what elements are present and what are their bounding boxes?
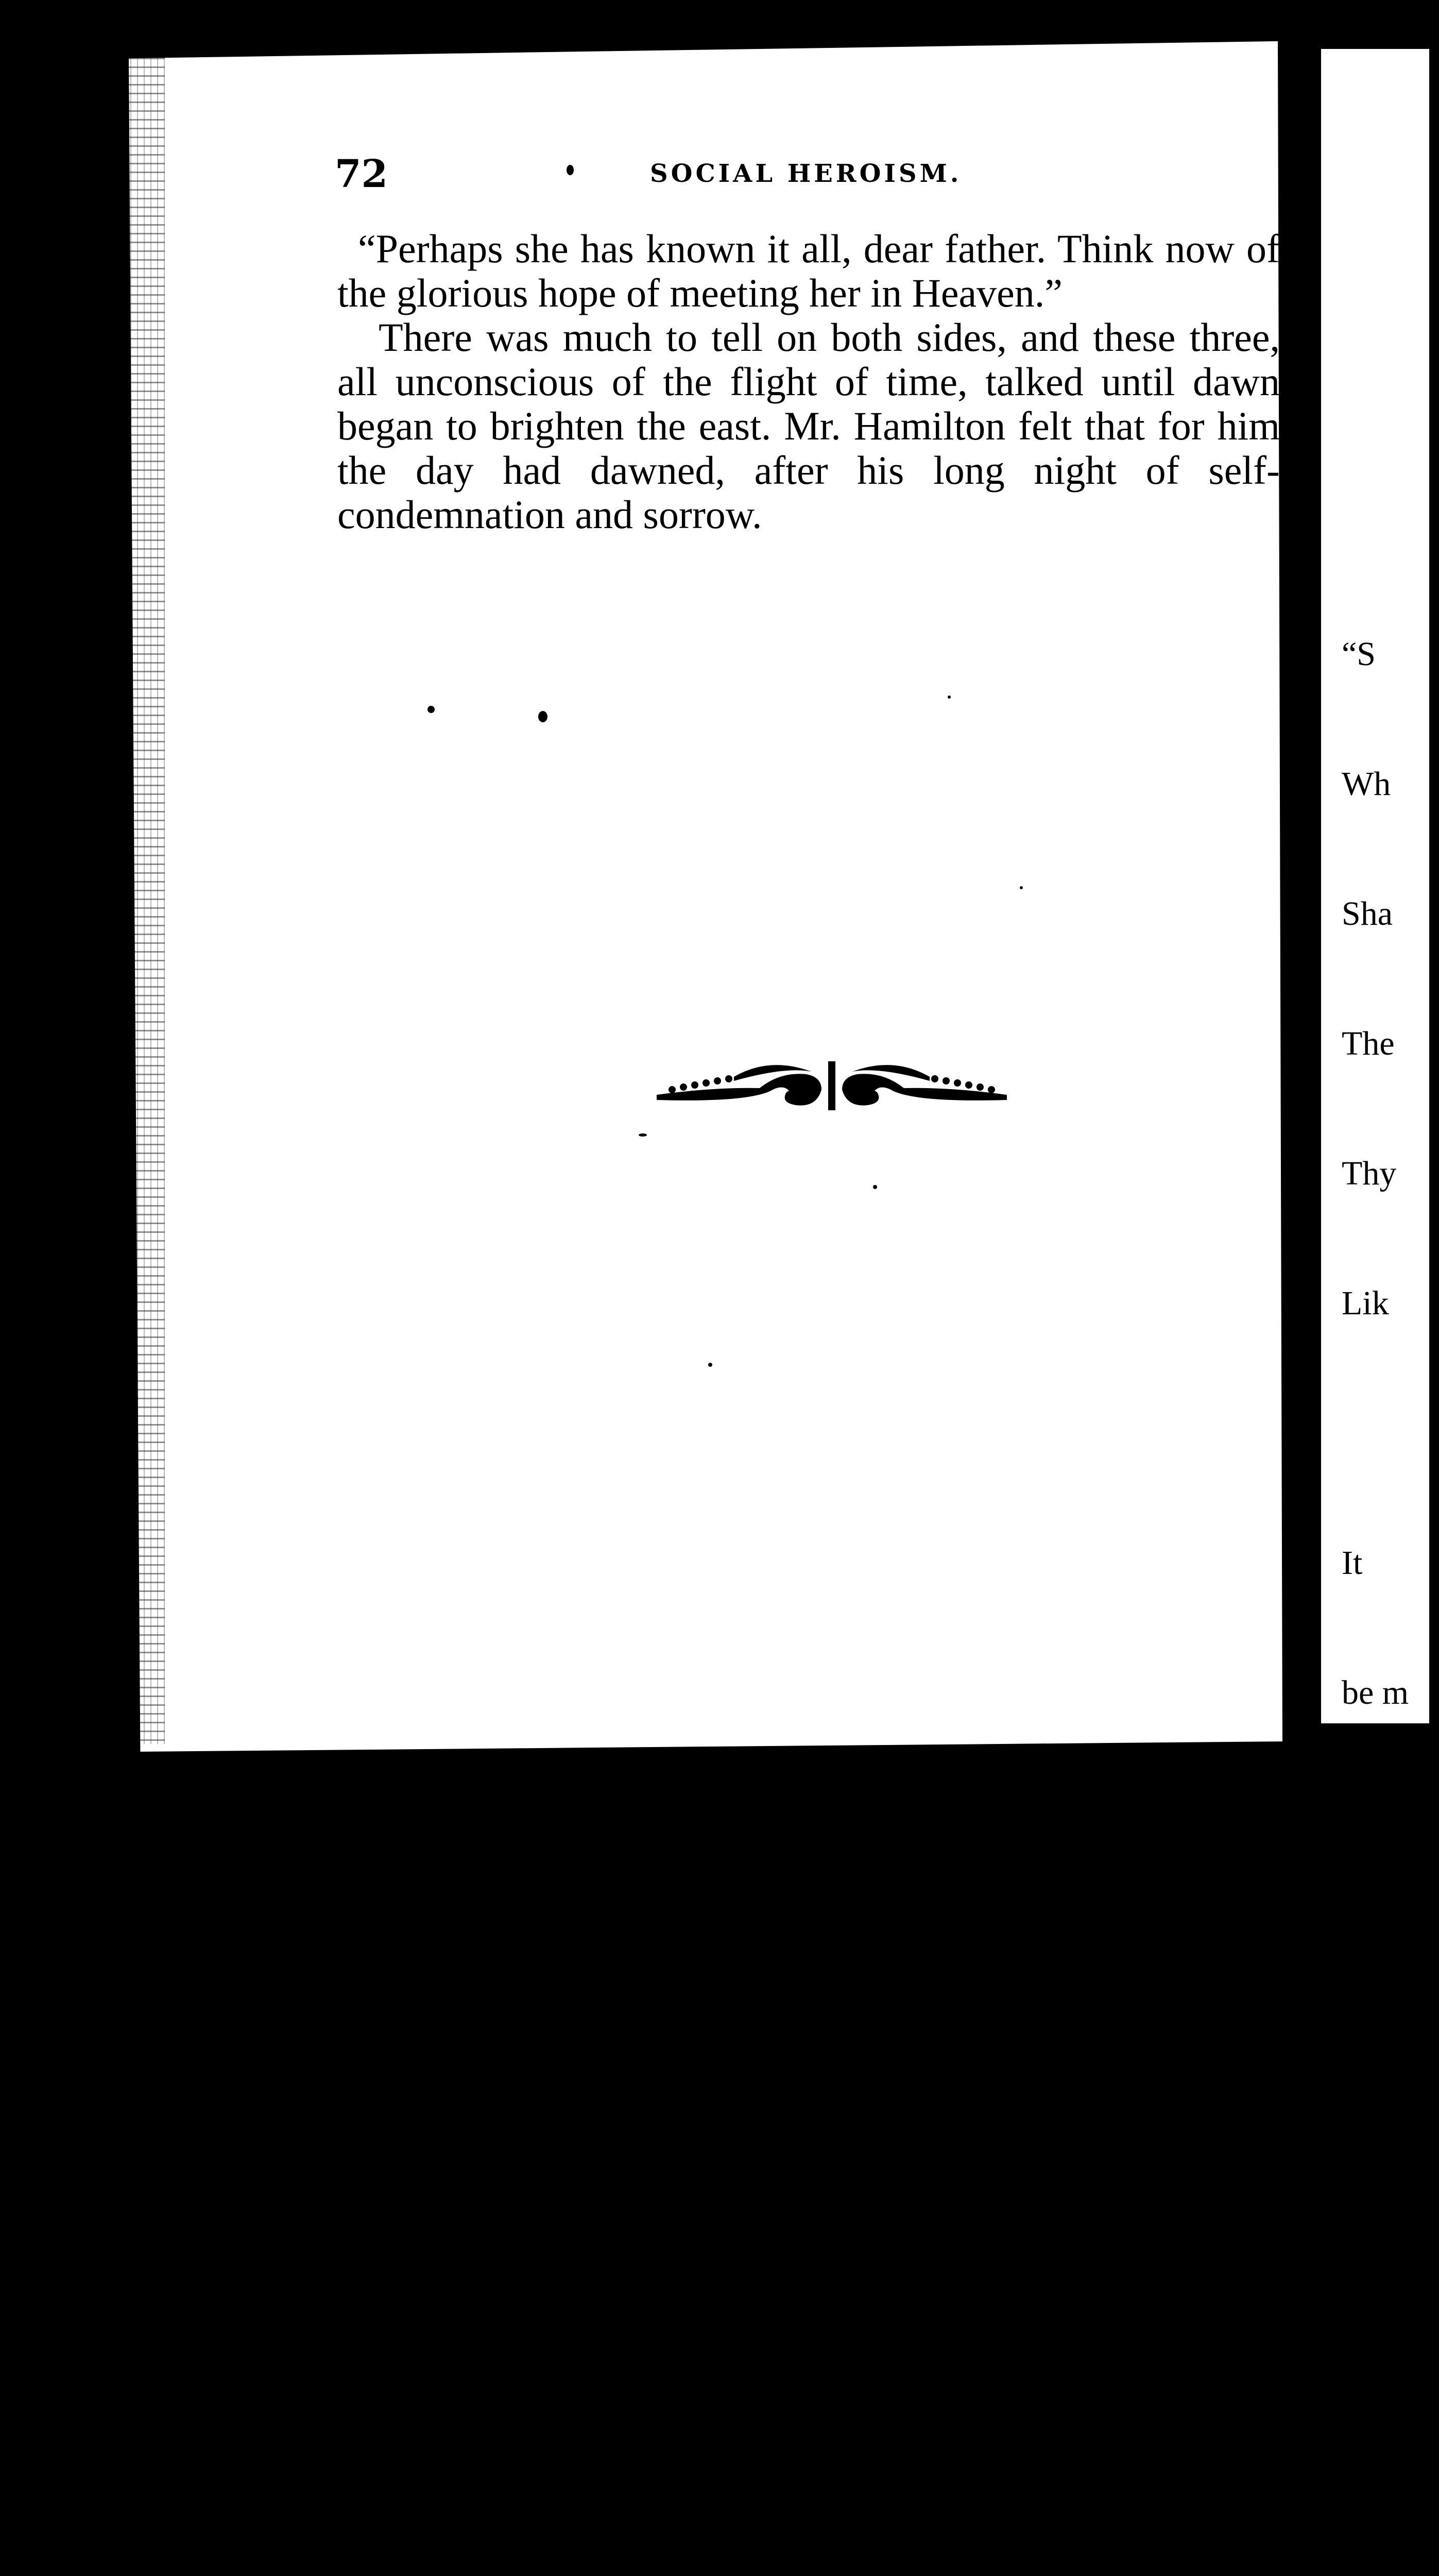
scan-speck (538, 711, 547, 722)
page-edge-shadow (124, 49, 165, 1744)
decorative-tailpiece-icon (652, 1051, 1012, 1118)
adjacent-line: Wh (1342, 765, 1391, 803)
page-header (335, 152, 989, 196)
adjacent-line: A (1342, 2323, 1366, 2361)
adjacent-line: affor (1342, 2193, 1408, 2231)
scan-speck (873, 1185, 877, 1189)
paragraph-2: There was much to tell on both sides, and these three, all unconscious of the flight of time, talked until dawn began to brighten the east. Mr. Hamilton felt that for him the day had dawned, after his long night of self-condemnation and sorrow. (337, 315, 1280, 537)
scan-speck (639, 1133, 647, 1137)
adjacent-line (1342, 1412, 1409, 1455)
adjacent-line: Lik (1342, 1284, 1389, 1322)
running-head: SOCIAL HEROISM. (650, 159, 962, 188)
page-number: 72 (335, 152, 388, 196)
adjacent-line: The (1342, 1025, 1395, 1062)
scan-speck (948, 696, 951, 699)
adjacent-line: tient (1342, 2453, 1402, 2490)
adjacent-line: Thy (1342, 1155, 1397, 1192)
adjacent-line: “ (1342, 1934, 1365, 1971)
adjacent-line: with (1342, 1804, 1402, 1841)
adjacent-page-lines (1342, 546, 1409, 2576)
scan-speck (1020, 886, 1023, 889)
adjacent-page-fragment (1321, 49, 1429, 2490)
adjacent-line: year (1342, 2063, 1400, 2101)
paragraph-1: “Perhaps she has known it all, dear father. Think now of the glorious hope of meeting her in Heaven.” (337, 226, 1280, 315)
adjacent-line: “S (1342, 635, 1376, 673)
body-text (337, 227, 1280, 537)
adjacent-line: It (1342, 1544, 1363, 1582)
adjacent-line: be m (1342, 1674, 1409, 1711)
scan-speck (567, 165, 574, 175)
scan-speck (708, 1363, 712, 1367)
scan-speck (427, 706, 435, 713)
adjacent-line: Sha (1342, 895, 1393, 933)
